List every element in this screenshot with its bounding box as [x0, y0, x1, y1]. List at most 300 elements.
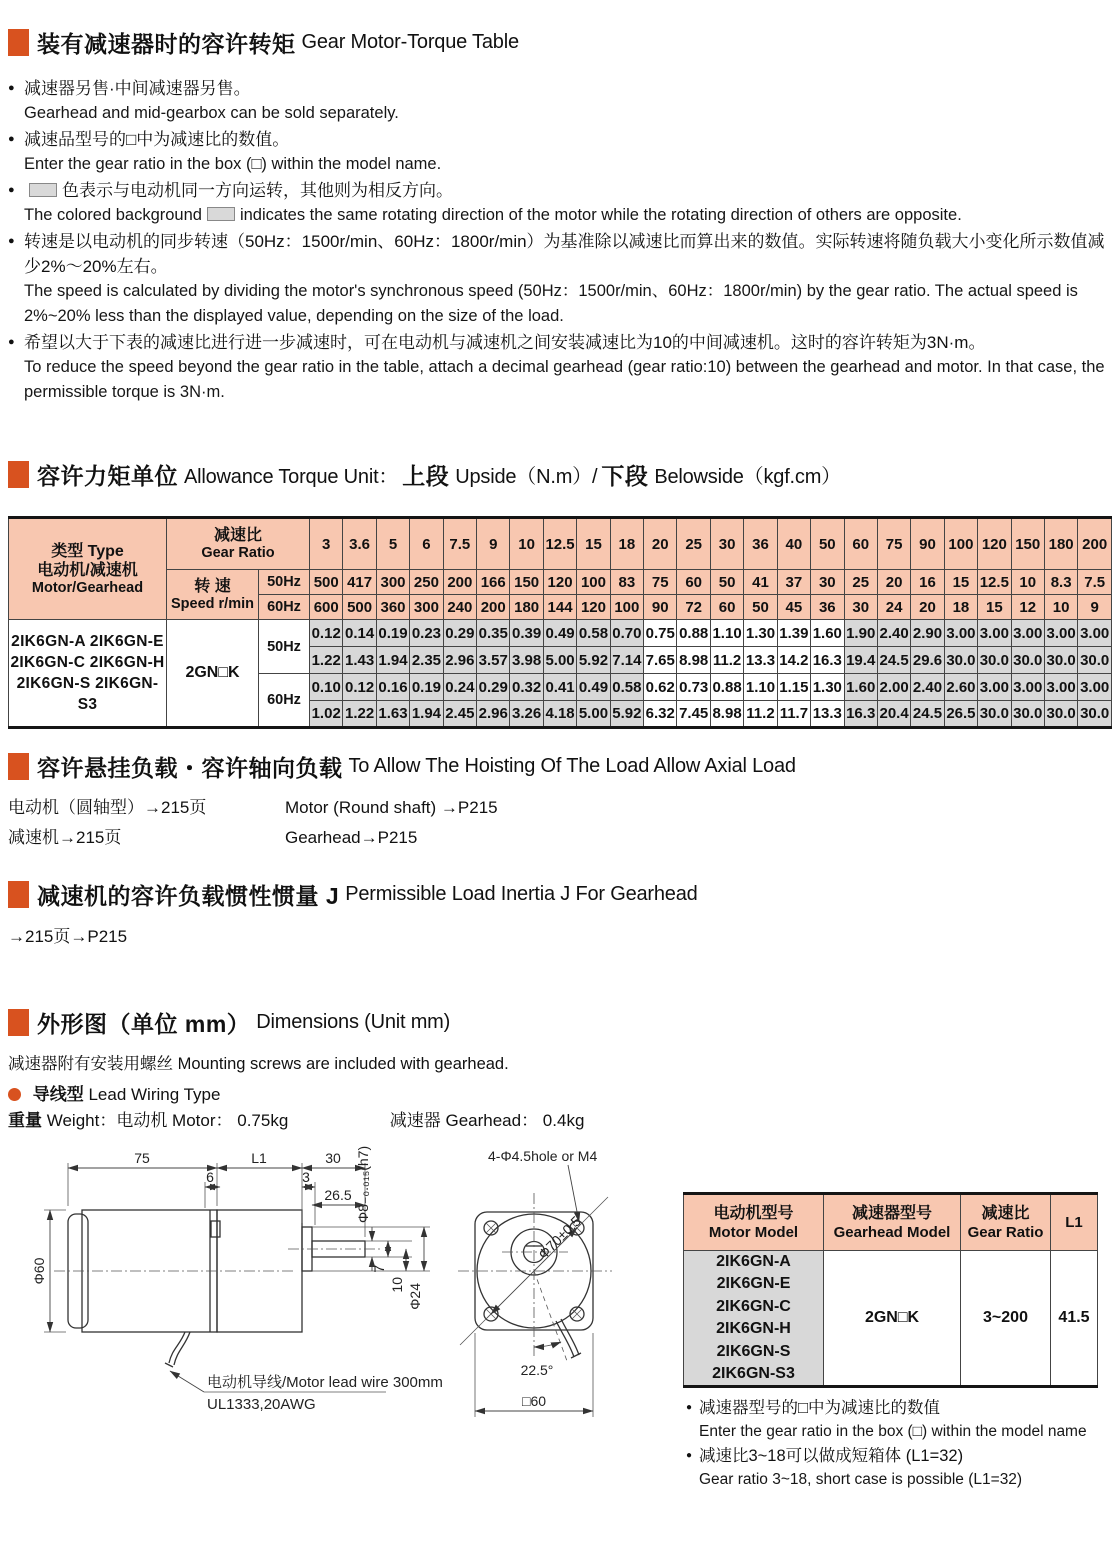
speed-50hz-cell: 200 [443, 570, 476, 595]
speed-50hz-cell: 120 [543, 570, 576, 595]
heading-cn: 容许力矩单位 [37, 463, 178, 489]
lead-wire-label: 电动机导线/Motor lead wire 300mm [207, 1374, 443, 1391]
type-header-line: 类型 Type [51, 542, 124, 560]
gear-ratio-cell: 12.5 [543, 518, 576, 570]
torque-value-cell: 24.5 [877, 647, 910, 674]
torque-value-cell: 16.3 [844, 701, 877, 728]
torque-value-cell: 3.00 [1044, 674, 1077, 701]
torque-value-cell: 20.4 [877, 701, 910, 728]
gear-motor-torque-table [8, 516, 1112, 729]
speed-60hz-cell: 30 [844, 595, 877, 620]
speed-60hz-cell: 360 [376, 595, 409, 620]
motor-model-item: 2IK6GN-H [716, 1320, 791, 1338]
gear-ratio-cell: 25 [677, 518, 710, 570]
gear-ratio-cell: 75 [877, 518, 910, 570]
bullet-icon: ● [8, 82, 15, 94]
section-title-torque-table [8, 26, 519, 59]
torque-value-cell: 4.18 [543, 701, 576, 728]
torque-value-cell: 0.62 [644, 674, 677, 701]
torque-value-cell: 11.2 [710, 647, 743, 674]
speed-label-en: Speed r/min [171, 595, 254, 612]
speed-60hz-cell: 200 [477, 595, 510, 620]
torque-value-cell: 2.45 [443, 701, 476, 728]
torque-value-cell: 1.30 [744, 620, 777, 647]
speed-50hz-cell: 150 [510, 570, 543, 595]
gear-ratio-label-cn: 减速比 [213, 527, 262, 544]
dim-7: 7 [371, 1265, 387, 1273]
heading-en: Dimensions (Unit mm) [256, 1011, 451, 1033]
motor-round-shaft-ref-cn: 电动机（圆轴型）→215页 [8, 798, 207, 817]
torque-value-cell: 1.22 [343, 701, 376, 728]
torque-value-cell: 1.43 [343, 647, 376, 674]
gear-ratio-cell: 6 [410, 518, 443, 570]
torque-value-cell: 0.35 [477, 620, 510, 647]
model-gearhead-table [683, 1192, 1098, 1388]
note-en-post: indicates the same rotating direction of the motor while the rotating direction of others are opposite. [239, 206, 962, 224]
speed-50hz-cell: 100 [577, 570, 610, 595]
motor-weight: Weight：电动机 Motor： 0.75kg [46, 1111, 289, 1130]
gear-ratio-cell: 200 [1078, 518, 1112, 570]
type-header-line: 电动机/减速机 [37, 561, 138, 579]
footnote-cn: 减速器型号的□中为减速比的数值 [699, 1399, 940, 1417]
gear-ratio-cell: 30 [710, 518, 743, 570]
speed-60hz-cell: 18 [944, 595, 977, 620]
speed-50hz-cell: 166 [477, 570, 510, 595]
speed-60hz-cell: 15 [978, 595, 1011, 620]
motor-model-item: 2IK6GN-E [716, 1275, 791, 1293]
bullet-icon: ● [8, 184, 15, 196]
gear-ratio-cell: 10 [510, 518, 543, 570]
torque-value-cell: 1.60 [844, 674, 877, 701]
note-decimal-gearhead [8, 330, 1112, 405]
torque-value-cell: 0.19 [410, 674, 443, 701]
speed-60hz-cell: 300 [410, 595, 443, 620]
torque-value-cell: 2.90 [911, 620, 944, 647]
motor-side-view [31, 1146, 443, 1413]
speed-60hz-cell: 90 [644, 595, 677, 620]
torque-value-cell: 5.00 [577, 701, 610, 728]
torque-value-cell: 24.5 [911, 701, 944, 728]
speed-50hz-cell: 50 [710, 570, 743, 595]
speed-50hz-cell: 300 [376, 570, 409, 595]
note-cn: 减速品型号的□中为减速比的数值。 [24, 130, 290, 149]
motor-model-item: 2IK6GN-S [716, 1342, 791, 1360]
terminal-notch [211, 1221, 220, 1237]
torque-value-cell: 0.88 [677, 620, 710, 647]
dim-motor-length: 75 [134, 1150, 150, 1166]
hz-50-header-cell: 50Hz [259, 570, 310, 595]
section-title-cn: 装有减速器时的容许转矩 [37, 31, 296, 57]
header-row-ratios [9, 518, 1112, 570]
heading-en: Permissible Load Inertia J For Gearhead [345, 883, 698, 905]
note-en: To reduce the speed beyond the gear ratio in the table, attach a decimal gearhead (gear ratio:10) between the gearhead and motor. In that case, the permissible torque is 3N·m. [24, 358, 1105, 401]
bullet-icon: ● [8, 336, 15, 348]
gear-ratio-header-cell [167, 518, 310, 570]
speed-50hz-cell: 20 [877, 570, 910, 595]
type-header-line: Motor/Gearhead [31, 579, 144, 596]
direction-color-swatch [29, 183, 57, 197]
dimension-drawing [20, 1135, 700, 1475]
torque-value-cell: 7.14 [610, 647, 643, 674]
torque-value-cell: 6.32 [644, 701, 677, 728]
torque-value-cell: 30.0 [1011, 647, 1044, 674]
gear-ratio-cell: 180 [1044, 518, 1077, 570]
speed-50hz-cell: 75 [644, 570, 677, 595]
note-sold-separately [8, 76, 1112, 126]
footnote-cn: 减速比3~18可以做成短箱体 (L1=32) [699, 1447, 964, 1465]
note-en-pre: The colored background [24, 206, 202, 224]
dim-boss-diameter: Φ24 [407, 1283, 423, 1310]
torque-value-cell: 5.00 [543, 647, 576, 674]
note-en: Enter the gear ratio in the box (□) within the model name. [24, 155, 442, 173]
torque-value-cell: 0.24 [443, 674, 476, 701]
motor-model-line: 2IK6GN-A 2IK6GN-E [11, 633, 164, 650]
mounting-note-en: Mounting screws are included with gearhead. [177, 1055, 509, 1073]
torque-value-cell: 11.2 [744, 701, 777, 728]
torque-value-cell: 30.0 [978, 647, 1011, 674]
torque-value-cell: 0.12 [310, 620, 343, 647]
model-table-notes [686, 1396, 1116, 1492]
torque-value-cell: 1.15 [777, 674, 810, 701]
gear-ratio-cell: 3 [310, 518, 343, 570]
torque-value-cell: 0.10 [310, 674, 343, 701]
section-title-en: Gear Motor-Torque Table [301, 31, 519, 53]
torque-value-cell: 16.3 [811, 647, 844, 674]
gearhead-model-cell: 2GN□K [824, 1251, 961, 1387]
speed-50hz-cell: 417 [343, 570, 376, 595]
speed-60hz-cell: 144 [543, 595, 576, 620]
gear-ratio-cell: 9 [477, 518, 510, 570]
section-title-allowance-torque-unit [8, 458, 841, 491]
gear-ratio-cell: 18 [610, 518, 643, 570]
speed-50hz-cell: 250 [410, 570, 443, 595]
speed-50hz-cell: 10 [1011, 570, 1044, 595]
torque-value-cell: 0.58 [577, 620, 610, 647]
speed-60hz-cell: 50 [744, 595, 777, 620]
motor-model-line: 2IK6GN-C 2IK6GN-H [10, 654, 165, 671]
torque-value-cell: 13.3 [811, 701, 844, 728]
torque-value-cell: 0.12 [343, 674, 376, 701]
motor-model-item: 2IK6GN-C [716, 1297, 791, 1315]
torque-value-cell: 2.96 [443, 647, 476, 674]
torque-value-cell: 30.0 [1078, 647, 1112, 674]
torque-value-cell: 0.29 [443, 620, 476, 647]
torque-value-cell: 3.00 [1078, 674, 1112, 701]
gear-ratio-cell: 120 [978, 518, 1011, 570]
mounting-screws-note [8, 1050, 509, 1074]
col-header-motor-model: 电动机型号 Motor Model [684, 1194, 824, 1251]
speed-60hz-cell: 45 [777, 595, 810, 620]
speed-60hz-cell: 20 [911, 595, 944, 620]
note-en: Gearhead and mid-gearbox can be sold separately. [24, 104, 399, 122]
speed-50hz-cell: 37 [777, 570, 810, 595]
torque-value-cell: 30.0 [1044, 647, 1077, 674]
weight-label-cn: 重量 [8, 1111, 42, 1130]
torque-value-cell: 0.58 [610, 674, 643, 701]
section-title-load-inertia [8, 878, 698, 911]
note-speed-calculation [8, 229, 1112, 329]
motor-model-item: 2IK6GN-A [716, 1253, 791, 1270]
inertia-page-ref: →215页→P215 [8, 927, 128, 946]
speed-50hz-cell: 15 [944, 570, 977, 595]
note-colored-background [8, 178, 1112, 228]
torque-value-cell: 0.73 [677, 674, 710, 701]
torque-value-cell: 1.94 [410, 701, 443, 728]
gear-ratio-cell: 20 [644, 518, 677, 570]
gear-ratio-label-en: Gear Ratio [201, 545, 275, 561]
speed-60hz-cell: 60 [710, 595, 743, 620]
note-cn: 减速器另售·中间减速器另售。 [24, 79, 251, 98]
gear-ratio-cell: 15 [577, 518, 610, 570]
dim-bolt-circle: Φ70±0.5 [534, 1212, 585, 1263]
speed-50hz-cell: 16 [911, 570, 944, 595]
torque-value-cell: 2.40 [877, 620, 910, 647]
col-header-gear-ratio: 减速比 Gear Ratio [961, 1194, 1051, 1251]
torque-value-cell: 2.35 [410, 647, 443, 674]
torque-value-cell: 3.00 [944, 620, 977, 647]
speed-50hz-cell: 500 [310, 570, 343, 595]
torque-value-cell: 3.98 [510, 647, 543, 674]
footnote-en: Gear ratio 3~18, short case is possible (L1=32) [699, 1471, 1023, 1488]
note-cn: 转速是以电动机的同步转速（50Hz：1500r/min、60Hz：1800r/min）为基准除以减速比而算出来的数值。实际转速将随负载大小变化所示数值减少2%～20%左右。 [24, 232, 1105, 276]
speed-60hz-cell: 180 [510, 595, 543, 620]
torque-value-cell: 0.70 [610, 620, 643, 647]
intro-notes [8, 76, 1112, 406]
speed-60hz-cell: 9 [1078, 595, 1112, 620]
header-row-speed-50hz [9, 570, 1112, 595]
heading-belowside-en: Belowside（kgf.cm） [654, 466, 841, 488]
motor-model-item: 2IK6GN-S3 [712, 1365, 795, 1383]
weight-row [8, 1106, 584, 1131]
dim-gearhead-length: L1 [251, 1150, 267, 1166]
torque-value-cell: 3.00 [978, 620, 1011, 647]
torque-value-cell: 8.98 [710, 701, 743, 728]
gearhead-ref-cn: 减速机→215页 [8, 828, 122, 847]
hz-60-header-cell: 60Hz [259, 595, 310, 620]
heading-upside-en: Upside（N.m）/ [455, 466, 598, 488]
note-gear-ratio-box [8, 127, 1112, 177]
torque-value-cell: 7.45 [677, 701, 710, 728]
dim-shaft-diameter: Φ8₋₀.₀₁₅(h7) [355, 1145, 371, 1223]
dim-3: 3 [302, 1169, 310, 1185]
heading-cn: 外形图（单位 mm） [37, 1011, 251, 1037]
torque-value-cell: 0.88 [710, 674, 743, 701]
torque-value-cell: 1.10 [744, 674, 777, 701]
torque-value-cell: 1.39 [777, 620, 810, 647]
speed-50hz-cell: 41 [744, 570, 777, 595]
torque-value-cell: 1.30 [811, 674, 844, 701]
torque-value-cell: 30.0 [1011, 701, 1044, 728]
heading-cn: 容许悬挂负载・容许轴向负载 [37, 755, 343, 781]
mounting-holes-label: 4-Φ4.5hole or M4 [488, 1148, 598, 1164]
torque-value-cell: 30.0 [944, 647, 977, 674]
torque-value-cell: 7.65 [644, 647, 677, 674]
orange-square-marker [8, 29, 29, 56]
torque-value-cell: 1.60 [811, 620, 844, 647]
speed-50hz-cell: 7.5 [1078, 570, 1112, 595]
torque-value-cell: 5.92 [610, 701, 643, 728]
speed-label-cn: 转 速 [194, 577, 231, 595]
dim-wire-angle: 22.5° [520, 1362, 554, 1378]
lead-type-cn: 导线型 [32, 1085, 84, 1104]
lead-type-en: Lead Wiring Type [88, 1085, 221, 1104]
gear-ratio-cell: 36 [744, 518, 777, 570]
torque-value-cell: 0.32 [510, 674, 543, 701]
torque-value-cell: 2.40 [911, 674, 944, 701]
dim-shaft-length: 30 [325, 1150, 341, 1166]
orange-square-marker [8, 1009, 29, 1036]
torque-value-cell: 0.16 [376, 674, 409, 701]
torque-value-cell: 3.00 [1078, 620, 1112, 647]
note-cn: 色表示与电动机同一方向运转，其他则为相反方向。 [62, 181, 453, 200]
speed-50hz-cell: 83 [610, 570, 643, 595]
l1-value-cell: 41.5 [1051, 1251, 1098, 1387]
body-hz-60-cell: 60Hz [259, 674, 310, 728]
col-header-gearhead-model: 减速器型号 Gearhead Model [824, 1194, 961, 1251]
mounting-note-cn: 减速器附有安装用螺丝 [8, 1055, 173, 1073]
torque-value-cell: 0.39 [510, 620, 543, 647]
bullet-icon: ● [8, 235, 15, 247]
motor-models-cell [9, 620, 167, 728]
heading-belowside-cn: 下段 [601, 463, 649, 489]
output-shaft [312, 1241, 365, 1257]
torque-value-cell: 11.7 [777, 701, 810, 728]
orange-square-marker [8, 881, 29, 908]
torque-value-cell: 29.6 [911, 647, 944, 674]
hoisting-row-motor [8, 794, 498, 821]
torque-value-cell: 3.00 [978, 674, 1011, 701]
body-hz-50-cell: 50Hz [259, 620, 310, 674]
section-title-hoisting-load [8, 750, 796, 783]
torque-value-cell: 0.19 [376, 620, 409, 647]
torque-value-cell: 0.75 [644, 620, 677, 647]
torque-value-cell: 3.00 [1011, 674, 1044, 701]
direction-color-swatch [207, 207, 235, 221]
dim-motor-diameter: Φ60 [31, 1257, 47, 1285]
torque-value-cell: 0.41 [543, 674, 576, 701]
gear-ratio-cell: 40 [777, 518, 810, 570]
motor-model-line: 2IK6GN-S 2IK6GN-S3 [16, 675, 159, 713]
speed-60hz-cell: 120 [577, 595, 610, 620]
speed-60hz-cell: 240 [443, 595, 476, 620]
heading-en: To Allow The Hoisting Of The Load Allow Axial Load [348, 755, 796, 777]
orange-square-marker [8, 461, 29, 488]
torque-value-cell: 0.23 [410, 620, 443, 647]
hoisting-row-gearhead [8, 824, 418, 851]
torque-value-cell: 0.29 [477, 674, 510, 701]
dim-6: 6 [206, 1169, 214, 1185]
gearhead-model-cell: 2GN□K [167, 620, 259, 728]
gear-ratio-cell: 7.5 [443, 518, 476, 570]
speed-60hz-cell: 12 [1011, 595, 1044, 620]
bullet-icon: ● [686, 1402, 693, 1413]
torque-value-cell: 1.22 [310, 647, 343, 674]
note-en: The speed is calculated by dividing the motor's synchronous speed (50Hz：1500r/min、60Hz：1800r/min) by the gear ratio. The actual speed is 2%~20% less than the displayed value, depending on the size of the load. [24, 282, 1078, 325]
torque-value-cell: 30.0 [1078, 701, 1112, 728]
torque-value-cell: 0.14 [343, 620, 376, 647]
type-header-cell [9, 518, 167, 620]
torque-value-cell: 13.3 [744, 647, 777, 674]
speed-50hz-cell: 25 [844, 570, 877, 595]
torque-value-cell: 2.60 [944, 674, 977, 701]
torque-value-cell: 26.5 [944, 701, 977, 728]
note-cn: 希望以大于下表的减速比进行进一步减速时，可在电动机与减速机之间安装减速比为10的中间减速机。这时的容许转矩为3N·m。 [24, 333, 986, 352]
gear-ratio-cell: 3.6 [343, 518, 376, 570]
lead-wiring-type-row [8, 1080, 220, 1105]
orange-dot-icon [8, 1088, 21, 1101]
motor-round-shaft-ref-en: Motor (Round shaft) →P215 [285, 798, 498, 817]
gear-ratio-cell: 50 [811, 518, 844, 570]
torque-value-cell: 1.90 [844, 620, 877, 647]
speed-60hz-cell: 500 [343, 595, 376, 620]
speed-60hz-cell: 100 [610, 595, 643, 620]
torque-value-cell: 0.49 [577, 674, 610, 701]
bullet-icon: ● [8, 133, 15, 145]
speed-60hz-cell: 600 [310, 595, 343, 620]
torque-value-cell: 30.0 [978, 701, 1011, 728]
speed-header-cell [167, 570, 259, 620]
heading-cn: 减速机的容许负载惯性惯量 J [37, 883, 340, 909]
speed-60hz-cell: 36 [811, 595, 844, 620]
speed-50hz-cell: 8.3 [1044, 570, 1077, 595]
torque-value-cell: 3.26 [510, 701, 543, 728]
torque-value-cell: 1.94 [376, 647, 409, 674]
torque-value-cell: 1.10 [710, 620, 743, 647]
gear-ratio-cell: 5 [376, 518, 409, 570]
col-header-l1: L1 [1051, 1194, 1098, 1251]
gear-ratio-cell: 150 [1011, 518, 1044, 570]
speed-60hz-cell: 72 [677, 595, 710, 620]
gear-ratio-cell: 90 [911, 518, 944, 570]
bullet-icon: ● [686, 1450, 693, 1461]
gear-ratio-range-cell: 3~200 [961, 1251, 1051, 1387]
speed-50hz-cell: 12.5 [978, 570, 1011, 595]
orange-square-marker [8, 753, 29, 780]
torque-value-cell: 3.00 [1011, 620, 1044, 647]
speed-50hz-cell: 30 [811, 570, 844, 595]
torque-value-cell: 2.96 [477, 701, 510, 728]
motor-model-list [684, 1251, 824, 1387]
torque-value-cell: 3.00 [1044, 620, 1077, 647]
section-title-dimensions [8, 1006, 450, 1039]
heading-en: Allowance Torque Unit： [184, 466, 399, 488]
speed-50hz-cell: 60 [677, 570, 710, 595]
torque-value-cell: 30.0 [1044, 701, 1077, 728]
torque-value-cell: 0.49 [543, 620, 576, 647]
torque-row-50hz-nm [9, 620, 1112, 647]
torque-value-cell: 8.98 [677, 647, 710, 674]
torque-value-cell: 5.92 [577, 647, 610, 674]
gearhead-weight: 减速器 Gearhead： 0.4kg [389, 1111, 585, 1130]
torque-value-cell: 14.2 [777, 647, 810, 674]
dim-10: 10 [389, 1277, 405, 1293]
torque-value-cell: 3.57 [477, 647, 510, 674]
footnote-en: Enter the gear ratio in the box (□) within the model name [699, 1423, 1087, 1440]
lead-wire-spec: UL1333,20AWG [207, 1396, 316, 1413]
speed-60hz-cell: 10 [1044, 595, 1077, 620]
speed-60hz-cell: 24 [877, 595, 910, 620]
dim-flange-square: □60 [521, 1393, 547, 1409]
gear-ratio-cell: 60 [844, 518, 877, 570]
heading-upside-cn: 上段 [402, 463, 450, 489]
gearhead-ref-en: Gearhead→P215 [285, 828, 418, 847]
dim-26-5: 26.5 [324, 1187, 352, 1203]
gear-ratio-cell: 100 [944, 518, 977, 570]
torque-value-cell: 19.4 [844, 647, 877, 674]
torque-value-cell: 1.63 [376, 701, 409, 728]
torque-value-cell: 2.00 [877, 674, 910, 701]
torque-value-cell: 1.02 [310, 701, 343, 728]
